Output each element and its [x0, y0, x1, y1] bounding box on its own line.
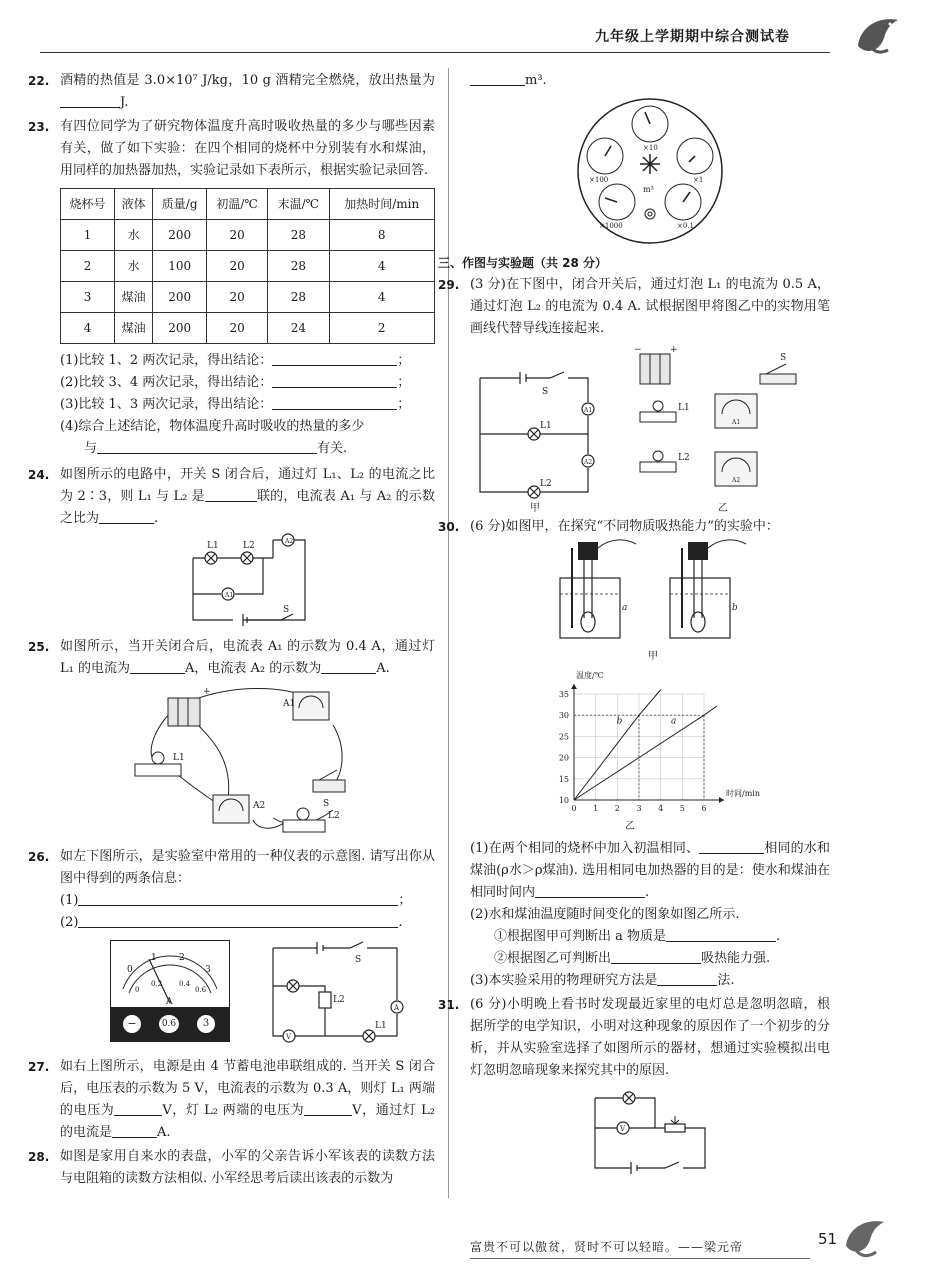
question-27: [28, 1056, 435, 1144]
meter-small-label: 0.4: [179, 980, 191, 988]
answer-blank[interactable]: [78, 891, 398, 906]
series-label-b: b: [616, 716, 623, 727]
question-text: V，通过灯 L₂ 的电流是: [60, 1103, 435, 1140]
meter-terminal-3: 3: [197, 1015, 215, 1033]
table-cell: 2: [329, 313, 435, 344]
meter-terminal-minus: −: [123, 1015, 141, 1033]
question-text: A.: [376, 661, 390, 676]
sub-question-text: 吸热能力强.: [701, 951, 771, 966]
svg-text:L2: L2: [327, 811, 340, 821]
svg-text:L2: L2: [540, 479, 552, 489]
page-number: 51: [818, 1230, 838, 1248]
table-cell: 3: [61, 282, 115, 313]
sub-question-text: 有关.: [317, 441, 348, 456]
sub-question-3: [470, 970, 830, 992]
sub-question-text: (2)水和煤油温度随时间变化的图象如图乙所示.: [470, 907, 740, 922]
answer-blank[interactable]: [205, 487, 257, 502]
table-header-cell: 液体: [115, 189, 153, 220]
beaker-heater-a: [550, 538, 640, 648]
svg-text:+: +: [202, 687, 211, 697]
answer-blank[interactable]: [272, 395, 397, 410]
svg-text:A2: A2: [732, 477, 741, 484]
circuit-diagram-31: [585, 1088, 715, 1178]
left-column: [28, 70, 435, 1190]
svg-text:×0.1: ×0.1: [677, 222, 694, 230]
answer-blank[interactable]: [657, 971, 717, 986]
answer-blank[interactable]: [304, 1101, 352, 1116]
dolphin-footer-icon: [840, 1210, 890, 1260]
figure-30a: [470, 538, 830, 662]
y-tick-label: 30: [558, 711, 569, 721]
ammeter-icon: [222, 534, 294, 600]
meter-scale-label: 0: [127, 965, 133, 975]
question-text: A，电流表 A₂ 的示数为: [184, 661, 322, 676]
beaker-heater-b: [660, 538, 750, 648]
question-number: 27.: [28, 1060, 50, 1074]
question-text: (6 分)如图甲，在探究“不同物质吸热能力”的实验中：: [470, 519, 779, 534]
lamp-icon: [283, 808, 325, 832]
sub-question-text: (2): [60, 915, 79, 930]
battery-icon: [168, 698, 200, 726]
svg-text:L1: L1: [172, 753, 185, 763]
sub-question-text: 与: [84, 441, 98, 456]
question-text: 有四位同学为了研究物体温度升高时吸收热量的多少与哪些因素有关，做了如下实验：在四个相同的烧杯中分别装有水和煤油，用同样的加热器加热，实验记录如下表所示，根据实验记录回答.: [60, 119, 435, 178]
table-row: [61, 313, 435, 344]
table-cell: 28: [268, 251, 329, 282]
table-header-cell: 烧杯号: [61, 189, 115, 220]
svg-text:A2: A2: [584, 459, 593, 466]
dolphin-logo-icon: [850, 6, 910, 62]
question-text: V，灯 L₂ 两端的电压为: [162, 1103, 305, 1118]
question-24: [28, 464, 435, 630]
ammeter-icon: [213, 795, 249, 823]
question-number: 22.: [28, 74, 50, 88]
sub-question-1: (1) ；: [60, 893, 412, 908]
y-axis-arrow: [571, 684, 577, 689]
sub-question-text: .: [776, 929, 781, 944]
question-25: [28, 636, 435, 840]
answer-blank[interactable]: [666, 927, 776, 942]
answer-blank[interactable]: [78, 913, 398, 928]
y-tick-label: 35: [558, 690, 569, 699]
answer-blank[interactable]: [272, 351, 397, 366]
svg-text:A2: A2: [252, 801, 265, 811]
figure-row-26-27: [60, 940, 435, 1052]
answer-blank[interactable]: [99, 509, 154, 524]
y-tick-label: 25: [558, 732, 569, 742]
question-number: 29.: [438, 278, 460, 292]
page-header: [40, 0, 910, 56]
svg-text:S: S: [282, 605, 289, 615]
answer-blank[interactable]: [535, 883, 645, 898]
svg-text:A1: A1: [282, 699, 295, 709]
svg-text:b: b: [732, 603, 738, 613]
figure-caption: 乙: [625, 821, 635, 832]
question-text: 联的，电流表 A₁ 与 A₂ 的示数之比为: [60, 489, 435, 526]
table-cell: 28: [268, 282, 329, 313]
meter-scale-label: 2: [179, 953, 185, 963]
x-tick-label: 5: [679, 804, 685, 813]
physical-parts-29b: [620, 344, 820, 504]
temperature-time-chart: [540, 662, 760, 822]
battery-icon: [640, 354, 670, 384]
sub-question-2: (2) .: [60, 915, 403, 930]
answer-blank[interactable]: [699, 839, 764, 854]
question-text: 如图是家用自来水的表盘，小军的父亲告诉小军该表的读数方法与电阻箱的读数方法相似. 小军经思考后读出该表的示数为: [60, 1149, 435, 1186]
table-cell: 28: [268, 220, 329, 251]
sub-question-1: (1)比较 1、2 两次记录，得出结论： ；: [60, 353, 411, 368]
table-row: [61, 251, 435, 282]
sub-question-4-continued: [60, 438, 435, 460]
question-31: [438, 994, 830, 1178]
x-tick-label: 2: [614, 804, 620, 813]
water-meter-dial: [575, 96, 725, 246]
y-axis-label: 温度/℃: [576, 671, 604, 680]
table-cell: 4: [329, 282, 435, 313]
question-29: [438, 274, 830, 514]
question-number: 30.: [438, 520, 460, 534]
svg-text:A2: A2: [284, 538, 293, 545]
sub-question-text: (3)本实验采用的物理研究方法是: [470, 973, 658, 988]
sub-question-text: ②根据图乙可判断出: [494, 951, 612, 966]
svg-text:×10: ×10: [643, 144, 658, 152]
svg-text:V: V: [286, 1033, 292, 1041]
figure-29: [470, 344, 830, 514]
question-text: (6 分)小明晚上看书时发现最近家里的电灯总是忽明忽暗，根据所学的电学知识，小明对这种现象的原因作了一个初步的分析，并从实验室选择了如图所示的器材，想通过实验模拟出电灯忽明忽暗现象来探究其中的原因.: [470, 997, 830, 1078]
table-cell: 水: [115, 220, 153, 251]
physical-circuit-25: [133, 680, 363, 840]
meter-scale-label: 3: [205, 965, 211, 975]
svg-text:L1: L1: [678, 403, 690, 413]
svg-text:L2: L2: [333, 995, 345, 1005]
sub-question-text: (1): [60, 893, 79, 908]
question-number: 25.: [28, 640, 50, 654]
unit-text: J.: [120, 95, 129, 110]
header-title: 九年级上学期期中综合测试卷: [595, 29, 790, 45]
meter-terminal-06: 0.6: [159, 1015, 179, 1033]
footer-quote: 富贵不可以傲贫，贤时不可以轻暗。——梁元帝: [470, 1240, 744, 1254]
table-cell: 煤油: [115, 282, 153, 313]
sub-question-4: [60, 416, 435, 438]
table-cell: 8: [329, 220, 435, 251]
series-label-a: a: [670, 716, 677, 727]
sub-question-2: (2)比较 3、4 两次记录，得出结论： ；: [60, 375, 411, 390]
section-3-title: 三、作图与实验题（共 28 分）: [438, 256, 608, 270]
table-cell: 20: [207, 282, 268, 313]
question-23: [28, 116, 435, 460]
svg-text:A1: A1: [732, 419, 741, 426]
question-22: [28, 70, 435, 114]
sub-question-text: (1)在两个相同的烧杯中加入初温相同、: [470, 841, 700, 856]
meter-figure: [110, 940, 230, 1042]
table-header-cell: 末温/℃: [268, 189, 329, 220]
question-number: 24.: [28, 468, 50, 482]
sub-question-text: 相同的水和煤油(ρ水＞ρ煤油). 选用相同电加热器的目的是：使水和煤油在相同时间内: [470, 841, 830, 900]
meter-scale-label: 1: [151, 953, 157, 963]
experiment-table: [60, 188, 435, 344]
table-cell: 水: [115, 251, 153, 282]
question-text: 如图所示，当开关闭合后，电流表 A₁ 的示数为 0.4 A，通过灯 L₁ 的电流为: [60, 639, 435, 676]
table-header-cell: 质量/g: [153, 189, 207, 220]
svg-text:V: V: [620, 1125, 626, 1133]
svg-text:S: S: [780, 353, 787, 363]
question-text: .: [154, 511, 159, 526]
x-tick-label: 3: [636, 804, 642, 813]
sub-question-text: 法.: [717, 973, 735, 988]
question-number: 23.: [28, 120, 50, 134]
table-cell: 200: [153, 220, 207, 251]
sub-question-2a: [470, 926, 830, 948]
sub-question-text: (1)比较 1、2 两次记录，得出结论：: [60, 353, 273, 368]
y-tick-label: 10: [558, 796, 569, 805]
switch-icon: [760, 364, 796, 384]
svg-text:A: A: [394, 1004, 400, 1012]
answer-blank[interactable]: [321, 659, 376, 674]
question-28: [28, 1146, 435, 1190]
svg-text:L2: L2: [242, 541, 255, 551]
svg-text:L1: L1: [206, 541, 219, 551]
table-row: [61, 282, 435, 313]
answer-blank[interactable]: [60, 93, 120, 108]
x-tick-label: 0: [571, 804, 577, 813]
table-header-row: [61, 189, 435, 220]
question-number: 31.: [438, 998, 460, 1012]
question-text: (3 分)在下图中，闭合开关后，通过灯泡 L₁ 的电流为 0.5 A，通过灯泡 L₂ 的电流为 0.4 A. 试根据图甲将图乙中的实物用笔画线代替导线连接起来.: [470, 277, 830, 336]
asterisk-icon: [640, 154, 660, 174]
circuit-diagram-24: [183, 530, 313, 630]
svg-text:L1: L1: [375, 1021, 387, 1031]
svg-text:+: +: [670, 345, 678, 355]
answer-blank[interactable]: [470, 71, 525, 86]
question-text: m³.: [525, 73, 547, 88]
y-tick-label: 20: [558, 753, 569, 763]
right-column: [438, 70, 830, 1178]
column-divider: [448, 68, 449, 1198]
header-rule: [40, 52, 830, 53]
lamp-icon: [528, 428, 540, 498]
rheostat-icon: [665, 1124, 685, 1132]
x-axis-arrow: [719, 797, 724, 803]
sub-question-2: [470, 904, 830, 926]
meter-unit-label: A: [166, 997, 173, 1007]
resistor-icon: [319, 992, 331, 1008]
table-cell: 24: [268, 313, 329, 344]
svg-text:L1: L1: [540, 421, 552, 431]
x-tick-label: 6: [701, 804, 707, 813]
meter-small-label: 0.6: [195, 986, 207, 994]
svg-text:S: S: [322, 799, 329, 809]
table-cell: 20: [207, 220, 268, 251]
svg-text:A1: A1: [224, 592, 233, 599]
ammeter-icon: [293, 692, 329, 720]
table-header-cell: 初温/℃: [207, 189, 268, 220]
answer-blank[interactable]: [112, 1123, 157, 1138]
footer-rule: [470, 1258, 810, 1259]
question-28-continued: [470, 70, 830, 246]
svg-text:−: −: [634, 345, 642, 355]
sub-question-3: (3)比较 1、3 两次记录，得出结论： ；: [60, 397, 411, 412]
table-cell: 1: [61, 220, 115, 251]
question-text: A.: [157, 1125, 171, 1140]
table-cell: 煤油: [115, 313, 153, 344]
figure-caption: 甲: [648, 651, 658, 662]
svg-text:×1000: ×1000: [599, 222, 623, 230]
sub-question-text: (2)比较 3、4 两次记录，得出结论：: [60, 375, 273, 390]
lamp-icon: [287, 980, 375, 1042]
x-axis-label: 时间/min: [726, 789, 760, 798]
table-cell: 100: [153, 251, 207, 282]
svg-text:×1: ×1: [693, 176, 704, 184]
lamp-icon: [640, 401, 676, 422]
answer-blank[interactable]: [611, 949, 701, 964]
sub-question-text: ①根据图甲可判断出 a 物质是: [494, 929, 667, 944]
sub-question-1: [470, 838, 830, 904]
circuit-diagram-27: [265, 940, 405, 1044]
lamp-icon: [623, 1092, 635, 1104]
lamp-icon: [640, 451, 676, 472]
svg-text:S: S: [542, 387, 549, 397]
x-tick-label: 1: [593, 804, 599, 813]
question-26: [28, 846, 435, 1052]
question-text: 如右上图所示，电源是由 4 节蓄电池串联组成的. 当开关 S 闭合后，电压表的示数为 5 V，电流表的示数为 0.3 A，则灯 L₁ 两端的电压为: [60, 1059, 435, 1118]
svg-text:m³: m³: [643, 185, 654, 194]
question-30: [438, 516, 830, 992]
figure-caption: 甲: [530, 503, 540, 514]
sub-question-text: (4)综合上述结论，物体温度升高时吸收的热量的多少: [60, 419, 365, 434]
x-tick-label: 4: [658, 804, 664, 813]
table-cell: 4: [329, 251, 435, 282]
question-number: 28.: [28, 1150, 50, 1164]
answer-blank[interactable]: [130, 659, 185, 674]
svg-text:A1: A1: [584, 407, 593, 414]
question-number: 26.: [28, 850, 50, 864]
meter-small-label: 0.2: [151, 980, 163, 988]
table-cell: 20: [207, 251, 268, 282]
sub-question-text: (3)比较 1、3 两次记录，得出结论：: [60, 397, 273, 412]
table-cell: 2: [61, 251, 115, 282]
table-row: [61, 220, 435, 251]
circuit-diagram-29a: [470, 364, 610, 504]
answer-blank[interactable]: [114, 1101, 162, 1116]
table-cell: 200: [153, 313, 207, 344]
table-header-cell: 加热时间/min: [329, 189, 435, 220]
question-text: 如图所示的电路中，开关 S 闭合后，通过灯 L₁、L₂ 的电流之比为 2∶3，则 L₁ 与 L₂ 是: [60, 467, 435, 504]
sub-question-2b: [470, 948, 830, 970]
answer-blank[interactable]: [272, 373, 397, 388]
question-text: 如左下图所示，是实验室中常用的一种仪表的示意图. 请写出你从图中得到的两条信息：: [60, 849, 435, 886]
figure-caption: 乙: [718, 503, 728, 514]
svg-text:L2: L2: [678, 453, 690, 463]
table-cell: 20: [207, 313, 268, 344]
answer-blank[interactable]: [97, 439, 317, 454]
table-cell: 200: [153, 282, 207, 313]
y-tick-label: 15: [558, 774, 569, 784]
svg-text:×100: ×100: [589, 176, 609, 184]
svg-text:S: S: [355, 955, 362, 965]
sub-question-text: .: [645, 885, 650, 900]
question-text: 酒精的热值是 3.0×10⁷ J/kg，10 g 酒精完全燃烧，放出热量为: [60, 73, 435, 88]
svg-text:a: a: [622, 603, 628, 613]
table-cell: 4: [61, 313, 115, 344]
meter-small-label: 0: [135, 986, 140, 994]
